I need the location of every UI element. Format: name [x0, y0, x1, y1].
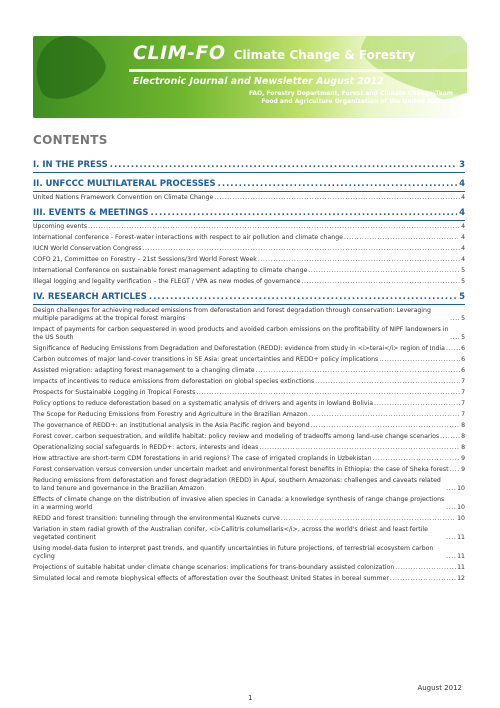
toc-entry-page: 4 [461, 234, 465, 241]
toc-entry-title: Impacts of incentives to reduce emissions from deforestation on global species extinctions [33, 378, 315, 385]
toc-entry-title: IUCN World Conservation Congress [33, 245, 142, 252]
toc-section[interactable] [33, 179, 465, 189]
toc-section-page: 5 [459, 292, 465, 302]
toc-entry-title: COFO 21, Committee on Forestry – 21st Sessions/3rd World Forest Week [33, 256, 257, 263]
toc-entry-title: Prospects for Sustainable Logging in Tropical Forests [33, 389, 196, 396]
toc-leader-dots [259, 444, 460, 452]
toc-entry[interactable] [33, 223, 465, 231]
toc-leader-dots [374, 400, 460, 408]
toc-leader-dots [309, 411, 460, 419]
page-number: 1 [248, 694, 253, 702]
toc-entry-page: 10 [457, 485, 465, 492]
toc-leader-dots [446, 345, 460, 353]
toc-entry[interactable] [33, 545, 465, 561]
toc-entry[interactable] [33, 526, 465, 542]
toc-entry[interactable] [33, 564, 465, 572]
toc-section-page: 3 [459, 160, 465, 170]
toc-leader-dots [446, 485, 456, 493]
toc-entry-page: 7 [461, 411, 465, 418]
toc-entry-title: Using model-data fusion to interpret past trends, and quantify uncertainties in future projections, of terrestrial ecosystem carbon cycling [33, 545, 434, 560]
banner-divider [129, 69, 467, 72]
toc-entry-page: 5 [461, 267, 465, 274]
toc-entry-title: Simulated local and remote biophysical effects of afforestation over the Southeast United States in boreal summer [33, 575, 389, 582]
toc-entry-page: 11 [457, 534, 465, 541]
toc-entry-page: 6 [461, 356, 465, 363]
toc-entry[interactable] [33, 575, 465, 583]
toc-entry-page: 4 [461, 256, 465, 263]
toc-entry[interactable] [33, 455, 465, 463]
toc-entry-title: The Scope for Reducing Emissions from Forestry and Agriculture in the Brazilian Amazon [33, 411, 308, 418]
toc-leader-dots [149, 292, 457, 302]
section-divider [33, 220, 465, 221]
toc-entry[interactable] [33, 245, 465, 253]
toc-entry-title: International conference - Forest-water interactions with respect to air pollution and climate change [33, 234, 343, 241]
toc-leader-dots [450, 315, 460, 323]
toc-entry-page: 5 [461, 278, 465, 285]
leaf-decoration [33, 36, 112, 108]
toc-entry[interactable] [33, 194, 465, 202]
toc-leader-dots [196, 389, 460, 397]
toc-leader-dots [142, 245, 460, 253]
toc-entry-title: United Nations Framework Convention on Climate Change [33, 194, 214, 201]
toc-entry-page: 5 [461, 334, 465, 341]
toc-entry-title: Effects of climate change on the distribution of invasive alien species in Canada: a knowledge synthesis of range change projections in a warming world [33, 496, 445, 511]
toc-section-title: IV. RESEARCH ARTICLES [33, 292, 147, 302]
toc-leader-dots [315, 378, 460, 386]
toc-entry-page: 12 [457, 575, 465, 582]
toc-entry[interactable] [33, 367, 465, 375]
toc-section-page: 4 [459, 208, 465, 218]
toc-entry-page: 11 [457, 564, 465, 571]
toc-entry[interactable] [33, 515, 465, 523]
toc-entry-page: 11 [457, 553, 465, 560]
toc-leader-dots [446, 504, 456, 512]
toc-entry-title: Policy options to reduce deforestation based on a systematic analysis of drivers and agents in lowland Bolivia [33, 400, 374, 407]
toc-entry-title: Upcoming events [33, 223, 88, 230]
toc-entry-page: 4 [461, 245, 465, 252]
toc-entry-page: 10 [457, 504, 465, 511]
toc-leader-dots [373, 455, 460, 463]
toc-entry[interactable] [33, 356, 465, 364]
toc-leader-dots [308, 267, 460, 275]
toc-leader-dots [440, 433, 460, 441]
toc-entry-page: 6 [461, 367, 465, 374]
toc-leader-dots [450, 466, 461, 474]
toc-entry[interactable] [33, 345, 465, 353]
contents-heading: CONTENTS [33, 133, 108, 147]
toc-leader-dots [446, 553, 456, 561]
toc-entry-page: 5 [461, 315, 465, 322]
toc-entry-page: 4 [461, 223, 465, 230]
toc-entry[interactable] [33, 422, 465, 430]
toc-entry[interactable] [33, 411, 465, 419]
toc-entry-title: Operationalizing social safeguards in REDD+: actors, interests and ideas [33, 444, 259, 451]
journal-title [133, 42, 416, 64]
toc-leader-dots [218, 179, 457, 189]
toc-entry-page: 6 [461, 345, 465, 352]
toc-entry-title: Carbon outcomes of major land-cover transitions in SE Asia: great uncertainties and REDD+ policy implications [33, 356, 379, 363]
toc-entry-title: How attractive are short-term CDM forestations in arid regions? The case of irrigated croplands in Uzbekistan [33, 455, 372, 462]
toc-leader-dots [258, 256, 460, 264]
toc-entry[interactable] [33, 433, 465, 441]
toc-leader-dots [256, 367, 460, 375]
section-divider [33, 191, 465, 192]
toc-leader-dots [214, 194, 460, 202]
toc-section-title: I. IN THE PRESS [33, 160, 108, 170]
toc-entry-title: International Conference on sustainable forest management adapting to climate change [33, 267, 308, 274]
footer-date: August 2012 [417, 684, 462, 692]
toc-entry[interactable] [33, 378, 465, 386]
toc-entry[interactable] [33, 466, 465, 474]
toc-entry-page: 4 [461, 194, 465, 201]
toc-leader-dots [150, 208, 457, 218]
toc-leader-dots [379, 356, 460, 364]
toc-leader-dots [301, 278, 460, 286]
publisher-line: FAO, Forestry Department, Forest and Climate Change Team [248, 90, 453, 97]
toc-entry-page: 8 [461, 444, 465, 451]
toc-section[interactable] [33, 208, 465, 218]
organization-line: Food and Agriculture Organization of the United Nations [261, 98, 453, 105]
toc-section-title: III. EVENTS & MEETINGS [33, 208, 149, 218]
toc-entry[interactable] [33, 278, 465, 286]
toc-entry-title: Forest cover, carbon sequestration, and wildlife habitat: policy review and modeling of tradeoffs among land-use change scenarios [33, 433, 440, 440]
section-divider [33, 172, 465, 173]
toc-entry[interactable] [33, 477, 465, 493]
toc-entry-title: The governance of REDD+: an institutional analysis in the Asia Pacific region and beyond [33, 422, 310, 429]
toc-entry-title: Variation in stem radial growth of the Australian conifer, <i>Callitris columellaris</i>, across the world's driest and least fertile vegetated continent [33, 526, 428, 541]
toc-entry-page: 7 [461, 389, 465, 396]
toc-entry-page: 9 [461, 455, 465, 462]
toc-leader-dots [344, 234, 460, 242]
table-of-contents [33, 157, 465, 586]
toc-entry[interactable] [33, 307, 465, 323]
toc-entry-title: Design challenges for achieving reduced emissions from deforestation and forest degradation through conservation: Leveraging multiple paradigms at the tropical forest margins [33, 307, 431, 322]
toc-leader-dots [281, 515, 456, 523]
toc-entry-title: Illegal logging and legality verification – the FLEGT / VPA as new modes of governance [33, 278, 301, 285]
toc-leader-dots [450, 334, 460, 342]
toc-entry-title: Forest conservation versus conversion under uncertain market and environmental forest benefits in Ethiopia: the case of Sheka forest [33, 466, 449, 473]
toc-leader-dots [110, 160, 457, 170]
toc-entry-page: 8 [461, 422, 465, 429]
toc-entry[interactable] [33, 234, 465, 242]
toc-entry-page: 8 [461, 433, 465, 440]
toc-entry[interactable] [33, 267, 465, 275]
toc-entry-page: 7 [461, 400, 465, 407]
toc-leader-dots [88, 223, 460, 231]
toc-section-title: II. UNFCCC MULTILATERAL PROCESSES [33, 179, 216, 189]
toc-entry[interactable] [33, 326, 465, 342]
toc-leader-dots [446, 534, 456, 542]
toc-entry-page: 9 [461, 466, 465, 473]
toc-entry-title: Impact of payments for carbon sequestered in wood products and avoided carbon emissions on the profitability of NIPF landowners in the US South [33, 326, 449, 341]
toc-leader-dots [311, 422, 460, 430]
toc-entry[interactable] [33, 400, 465, 408]
toc-section-page: 4 [459, 179, 465, 189]
section-divider [33, 304, 465, 305]
toc-entry-page: 7 [461, 378, 465, 385]
toc-leader-dots [395, 564, 456, 572]
journal-name: CLIM-FO [133, 42, 226, 64]
journal-subtitle: Electronic Journal and Newsletter August 2012 [133, 76, 384, 87]
toc-entry[interactable] [33, 444, 465, 452]
toc-entry-title: Significance of Reducing Emissions from Degradation and Deforestation (REDD): evidence from study in <i>terai</i> region of India [33, 345, 445, 352]
header-banner [33, 36, 467, 118]
toc-entry-title: Reducing emissions from deforestation and forest degradation (REDD) in Apuí, southern Amazonas: challenges and caveats related to land tenure and governance in the Brazilian Amazon [33, 477, 441, 492]
toc-section[interactable] [33, 160, 465, 170]
toc-section[interactable] [33, 292, 465, 302]
toc-entry[interactable] [33, 256, 465, 264]
toc-entry-title: REDD and forest transition: tunneling through the environmental Kuznets curve [33, 515, 280, 522]
journal-tagline: Climate Change & Forestry [233, 48, 416, 62]
toc-entry-title: Assisted migration: adapting forest management to a changing climate [33, 367, 255, 374]
toc-entry[interactable] [33, 389, 465, 397]
toc-entry-page: 10 [457, 515, 465, 522]
toc-entry[interactable] [33, 496, 465, 512]
toc-entry-title: Projections of suitable habitat under climate change scenarios: implications for trans-boundary assisted colonization [33, 564, 395, 571]
toc-leader-dots [390, 575, 456, 583]
